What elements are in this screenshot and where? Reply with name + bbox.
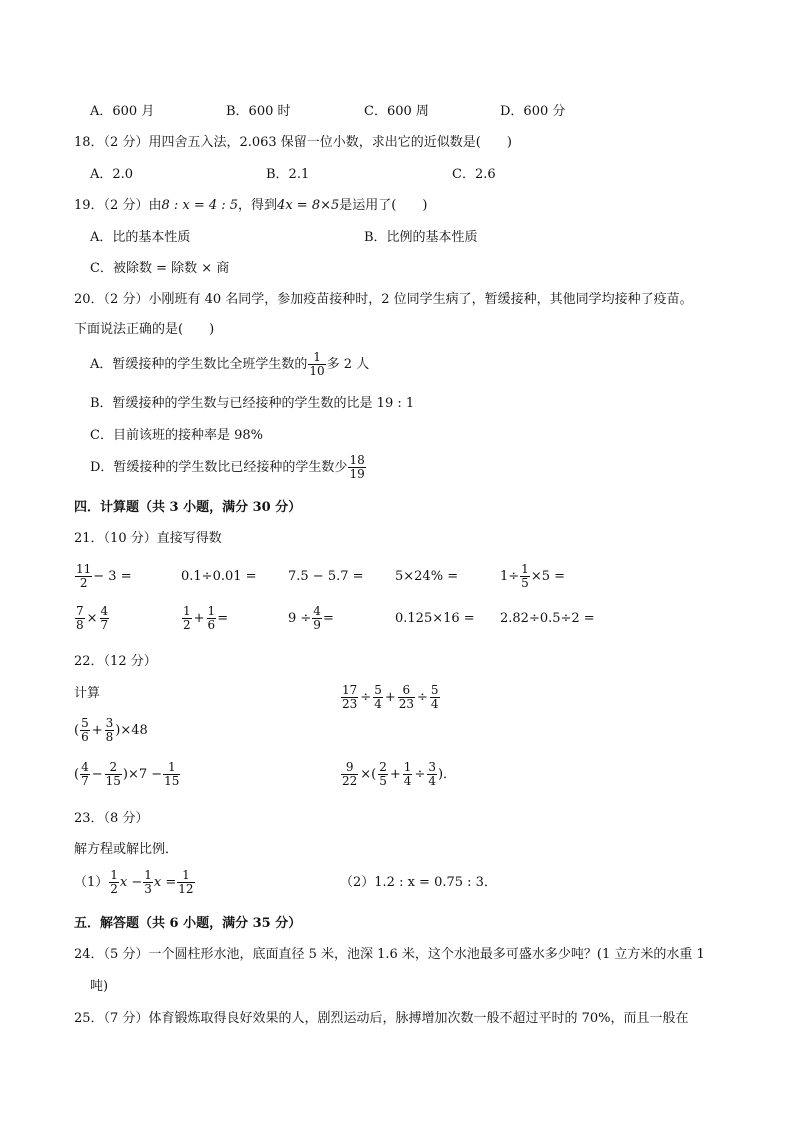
fraction: $\frac{5}{6}$ (81, 716, 89, 744)
fraction: $\frac{4}{9}$ (313, 604, 321, 632)
fraction: $\frac{2}{15}$ (105, 760, 121, 788)
fraction: $\frac{7}{8}$ (76, 604, 84, 632)
fraction: $\frac{1}{10}$ (309, 350, 325, 378)
fraction: $\frac{1}{2}$ (183, 604, 191, 632)
q21-row2-item3: 9 ÷ $\frac{4}{9}$ = (288, 604, 334, 632)
q20-stem-line1: 20．（2 分）小刚班有 40 名同学，参加疫苗接种时，2 位同学生病了，暂缓接种，其他同学均接种了疫苗。 (74, 292, 693, 307)
q22-label: 计算 (74, 686, 101, 701)
q17-option-b: B．600 时 (226, 104, 291, 119)
q23-part-1: （1） $\frac{1}{2}$ x − $\frac{1}{3}$ x = $\frac{1}{12}$ (74, 868, 194, 896)
q21-row2-item2: $\frac{1}{2}$ + $\frac{1}{6}$ = (183, 604, 229, 632)
q19-option-c: C．被除数 = 除数 × 商 (90, 261, 230, 276)
q23-label: 解方程或解比例． (74, 842, 179, 857)
q18-option-b: B．2.1 (266, 167, 310, 182)
q22-expression-3: ( $\frac{4}{7}$ − $\frac{2}{15}$ )×7 − $\frac{1}{15}$ (74, 760, 180, 788)
q25-line1: 25．（7 分）体育锻炼取得良好效果的人，剧烈运动后，脉搏增加次数一般不超过平时的 70%，而且一般在 (74, 1011, 689, 1026)
fraction: $\frac{17}{23}$ (342, 683, 358, 711)
fraction: $\frac{1}{4}$ (403, 760, 412, 788)
fraction: $\frac{1}{5}$ (521, 562, 529, 590)
q24-line2: 吨) (90, 979, 109, 994)
q20-option-b: B．暂缓接种的学生数与已经接种的学生数的比是 19 : 1 (90, 396, 415, 411)
q19-stem-mid: ，得到 (238, 198, 278, 213)
q22-stem: 22．（12 分） (74, 654, 157, 669)
fraction: $\frac{3}{8}$ (105, 716, 114, 744)
fraction: $\frac{5}{4}$ (374, 683, 382, 711)
q21-stem: 21．（10 分）直接写得数 (74, 531, 222, 546)
fraction: $\frac{1}{2}$ (110, 868, 118, 896)
q20-option-d-text: D．暂缓接种的学生数比已经接种的学生数少 (90, 460, 348, 475)
q21-row2-item5: 2.82÷0.5÷2 = (500, 611, 595, 626)
fraction: $\frac{1}{6}$ (207, 604, 216, 632)
q20-stem-line2: 下面说法正确的是( ) (74, 322, 215, 337)
q19-option-a: A．比的基本性质 (90, 230, 191, 245)
q23-part-2: （2）1.2 : x = 0.75 : 3． (340, 875, 497, 890)
q19-option-b: B．比例的基本性质 (364, 230, 478, 245)
q24-line1: 24．（5 分）一个圆柱形水池，底面直径 5 米，池深 1.6 米，这个水池最多可盛水多少吨？(1 立方米的水重 1 (74, 947, 705, 962)
q18-option-c: C．2.6 (452, 167, 496, 182)
q21-row1-item3: 7.5 − 5.7 = (288, 569, 364, 584)
q21-row1-item5: 1÷ $\frac{1}{5}$ ×5 = (500, 562, 566, 590)
fraction: $\frac{11}{2}$ (76, 562, 92, 590)
q19-stem-suffix: 是运用了( ) (339, 198, 428, 213)
fraction: $\frac{1}{15}$ (164, 760, 180, 788)
q20-option-a-tail: 多 2 人 (326, 357, 370, 372)
q20-option-d (90, 453, 367, 483)
fraction: $\frac{9}{22}$ (342, 760, 358, 788)
q21-row1-item1: $\frac{11}{2}$ − 3 = (76, 562, 132, 590)
q21-row2-item4: 0.125×16 = (395, 611, 475, 626)
q19-stem-prefix: 19．（2 分）由 (74, 198, 162, 213)
fraction: $\frac{18}{19}$ (349, 453, 365, 481)
fraction: $\frac{6}{23}$ (398, 683, 415, 711)
q22-expression-4: $\frac{9}{22}$ ×( $\frac{2}{5}$ + $\frac{1}{4}$ ÷ $\frac{3}{4}$ )． (342, 760, 457, 788)
q19-equation: 4x = 8×5 (277, 198, 340, 213)
q20-option-a (90, 350, 369, 380)
q22-expression-2: $\frac{17}{23}$ ÷ $\frac{5}{4}$ + $\frac{6}{23}$ ÷ $\frac{5}{4}$ (342, 683, 439, 711)
q21-row2-item1: $\frac{7}{8}$ × $\frac{4}{7}$ (76, 604, 109, 632)
q19-ratio: 8 : x = 4 : 5 (161, 198, 239, 213)
fraction: $\frac{4}{7}$ (81, 760, 89, 788)
q21-row1-item4: 5×24% = (395, 569, 459, 584)
fraction: $\frac{4}{7}$ (100, 604, 109, 632)
fraction: $\frac{1}{12}$ (178, 868, 194, 896)
q20-option-c: C．目前该班的接种率是 98% (90, 428, 263, 443)
fraction: $\frac{3}{4}$ (428, 760, 436, 788)
q18-stem: 18．（2 分）用四舍五入法，2.063 保留一位小数，求出它的近似数是( ) (74, 135, 512, 150)
section-5-title: 五．解答题（共 6 小题，满分 35 分） (74, 916, 302, 931)
fraction: $\frac{2}{5}$ (379, 760, 387, 788)
fraction: $\frac{1}{3}$ (144, 868, 152, 896)
q17-option-a: A．600 月 (90, 104, 155, 119)
q17-option-d: D．600 分 (500, 104, 566, 119)
q20-option-a-text: A．暂缓接种的学生数比全班学生数的 (90, 357, 308, 372)
q18-option-a: A．2.0 (90, 167, 134, 182)
section-4-title: 四．计算题（共 3 小题，满分 30 分） (74, 500, 302, 515)
q17-option-c: C．600 周 (364, 104, 429, 119)
q19-stem (74, 198, 427, 214)
fraction: $\frac{5}{4}$ (430, 683, 439, 711)
q22-expression-1: ( $\frac{5}{6}$ + $\frac{3}{8}$ )×48 (74, 716, 148, 744)
q21-row1-item2: 0.1÷0.01 = (181, 569, 257, 584)
q23-stem: 23．（8 分） (74, 811, 149, 826)
